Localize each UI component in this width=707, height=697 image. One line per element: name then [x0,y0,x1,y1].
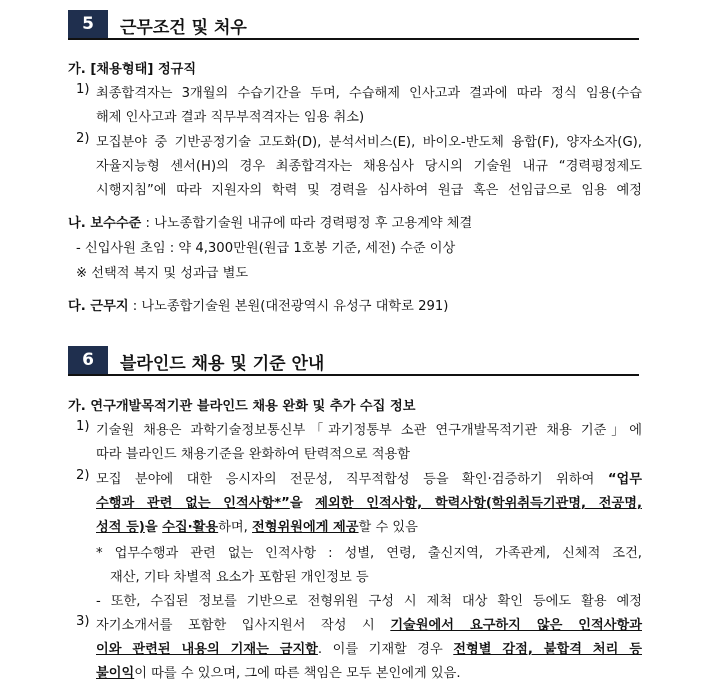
section-title: 근무조건 및 처우 [120,18,247,38]
item-number: 2) [76,131,90,146]
item-number: 1) [76,82,90,97]
section-number-box: 6 [68,346,108,374]
item-text-line: 최종합격자는 3개월의 수습기간을 두며, 수습해제 인사고과 결과에 따라 정식 임용(수습 [96,86,642,101]
footnote-line: 재산, 기타 차별적 요소가 포함된 개인정보 등 [110,570,369,585]
item-text-line: 자기소개서를 포함한 입사지원서 작성 시 기술원에서 요구하지 않은 인적사항과 [96,618,642,633]
section-number-box: 5 [68,10,108,38]
section-title: 블라인드 채용 및 기준 안내 [120,354,325,374]
item-text-line: 모집 분야에 대한 응시자의 전문성, 직무적합성 등을 확인·검증하기 위하여 “업무 [96,472,642,487]
footnote-line: * 업무수행과 관련 없는 인적사항 : 성별, 연령, 출신지역, 가족관계, 신체적 조건, [96,546,642,561]
section-divider [68,374,639,376]
note-line: - 또한, 수집된 정보를 기반으로 전형위원 구성 시 제척 대상 확인 등에도 활용 예정 [96,594,642,609]
item-text-line: 수행과 관련 없는 인적사항*”을 제외한 인적사항, 학력사항(학위취득기관명, 전공명, [96,496,642,511]
salary-line: 나. 보수수준 : 나노종합기술원 내규에 따라 경력평정 후 고용계약 체결 [68,216,473,231]
item-text-line: 기술원 채용은 과학기술정보통신부「과기정통부 소관 연구개발목적기관 채용 기준」에 [96,423,642,438]
workplace-line: 다. 근무지 : 나노종합기술원 본원(대전광역시 유성구 대학로 291) [68,299,449,314]
subheading-employment-type: 가. [채용형태] 정규직 [68,62,197,77]
item-number: 2) [76,468,90,483]
item-text-line: 모집분야 중 기반공정기술 고도화(D), 분석서비스(E), 바이오-반도체 융합(F), 양자소자(G), [96,135,642,150]
item-text-line: 해제 인사고과 결과 직무부적격자는 임용 취소) [96,110,365,125]
item-text-line: 이와 관련된 내용의 기재는 금지함. 이를 기재할 경우 전형별 감점, 불합격 처리 등 [96,642,642,657]
salary-note: ※ 선택적 복지 및 성과급 별도 [76,266,249,281]
item-text-line: 시행지침”에 따라 지원자의 학력 및 경력을 심사하여 원급 혹은 선임급으로 임용 예정 [96,183,642,198]
item-number: 3) [76,614,90,629]
salary-sub-line: - 신입사원 초임 : 약 4,300만원(원급 1호봉 기준, 세전) 수준 이상 [76,241,456,256]
section-5-header [68,10,639,40]
item-text-line: 성적 등)을 수집·활용하며, 전형위원에게 제공할 수 있음 [96,520,418,535]
section-6-header [68,346,639,376]
item-text-line: 따라 블라인드 채용기준을 완화하여 탄력적으로 적용함 [96,447,410,462]
item-number: 1) [76,419,90,434]
subheading-blind-hiring: 가. 연구개발목적기관 블라인드 채용 완화 및 추가 수집 정보 [68,399,416,414]
item-text-line: 자율지능형 센서(H)의 경우 최종합격자는 채용심사 당시의 기술원 내규 “경력평정제도 [96,159,642,174]
item-text-line: 불이익이 따를 수 있으며, 그에 따른 책임은 모두 본인에게 있음. [96,666,461,681]
section-divider [68,38,639,40]
